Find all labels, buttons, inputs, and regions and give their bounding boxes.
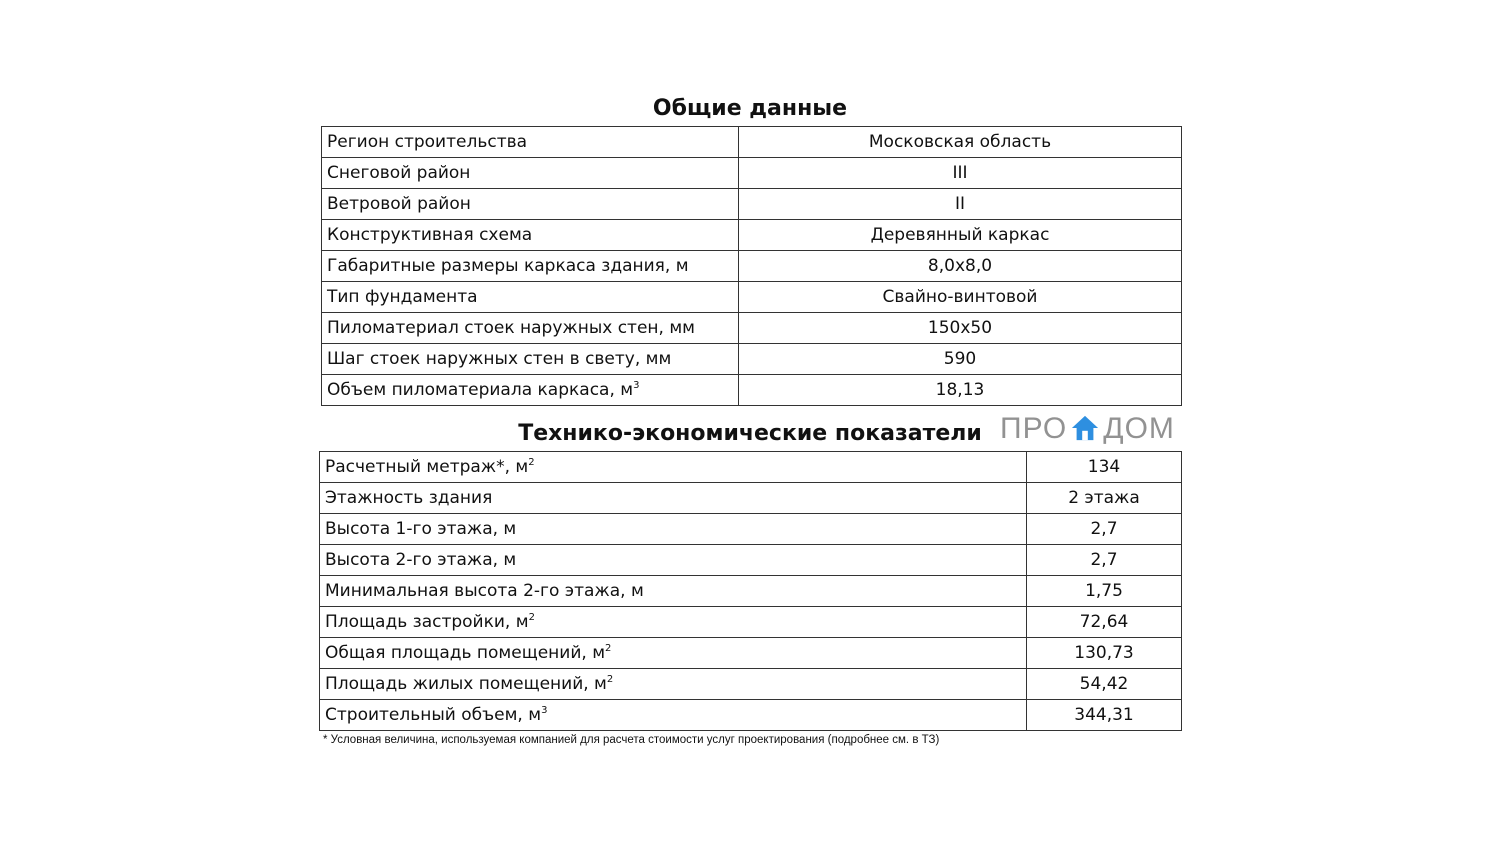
row-label-text: Габаритные размеры каркаса здания, м: [327, 256, 689, 276]
table-row: [322, 220, 1182, 251]
row-value: 344,31: [1027, 700, 1182, 731]
unit-exponent: 3: [541, 705, 548, 716]
unit-exponent: 2: [605, 643, 612, 654]
row-value: 2,7: [1027, 545, 1182, 576]
table-row: [320, 669, 1182, 700]
table-row: [322, 313, 1182, 344]
row-label-text: Высота 2-го этажа, м: [325, 550, 517, 570]
row-label-text: Ветровой район: [327, 194, 471, 214]
table-row: [320, 576, 1182, 607]
table-row: [320, 607, 1182, 638]
row-value: 72,64: [1027, 607, 1182, 638]
row-label: [320, 514, 1027, 545]
row-label: [320, 545, 1027, 576]
row-label-text: Общая площадь помещений, м: [325, 643, 606, 663]
row-label-text: Минимальная высота 2-го этажа, м: [325, 581, 644, 601]
indicators-title: Технико-экономические показатели: [518, 421, 982, 446]
table-row: [322, 251, 1182, 282]
table-row: [322, 158, 1182, 189]
row-value: Свайно-винтовой: [739, 282, 1182, 313]
table-row: [322, 344, 1182, 375]
row-label: [320, 576, 1027, 607]
row-label-text: Шаг стоек наружных стен в свету, мм: [327, 349, 672, 369]
row-value: 1,75: [1027, 576, 1182, 607]
row-value: 150x50: [739, 313, 1182, 344]
table-row: [322, 189, 1182, 220]
general-data-table: [321, 126, 1182, 406]
table-row: [320, 514, 1182, 545]
row-label: [322, 127, 739, 158]
table-row: [322, 282, 1182, 313]
general-data-title: Общие данные: [652, 96, 848, 121]
row-value: 590: [739, 344, 1182, 375]
row-label: [322, 282, 739, 313]
row-label-text: Снеговой район: [327, 163, 471, 183]
row-label-text: Строительный объем, м: [325, 705, 542, 725]
row-label: [320, 607, 1027, 638]
row-value: 2,7: [1027, 514, 1182, 545]
row-label-text: Площадь жилых помещений, м: [325, 674, 607, 694]
row-label-text: Тип фундамента: [327, 287, 478, 307]
row-label: [322, 375, 739, 406]
row-label-text: Этажность здания: [325, 488, 493, 508]
row-label-text: Объем пиломатериала каркаса, м: [327, 380, 634, 400]
table-row: [320, 700, 1182, 731]
row-value: 2 этажа: [1027, 483, 1182, 514]
row-value: III: [739, 158, 1182, 189]
row-label: [320, 483, 1027, 514]
row-label-text: Конструктивная схема: [327, 225, 533, 245]
row-label-text: Расчетный метраж*, м: [325, 457, 529, 477]
table-row: [320, 545, 1182, 576]
unit-exponent: 3: [633, 380, 640, 391]
table-row: [322, 375, 1182, 406]
unit-exponent: 2: [528, 457, 535, 468]
row-value: Московская область: [739, 127, 1182, 158]
table-row: [320, 452, 1182, 483]
row-label-text: Пиломатериал стоек наружных стен, мм: [327, 318, 695, 338]
row-label: [322, 158, 739, 189]
row-label: [322, 220, 739, 251]
row-label: [322, 251, 739, 282]
table-row: [320, 483, 1182, 514]
row-label-text: Площадь застройки, м: [325, 612, 529, 632]
row-label: [320, 638, 1027, 669]
row-value: 8,0x8,0: [739, 251, 1182, 282]
row-value: 18,13: [739, 375, 1182, 406]
watermark-text-left: ПРО: [1000, 412, 1068, 445]
row-value: II: [739, 189, 1182, 220]
row-value: 134: [1027, 452, 1182, 483]
table-row: [322, 127, 1182, 158]
row-label: [320, 452, 1027, 483]
row-value: 54,42: [1027, 669, 1182, 700]
indicators-table: [319, 451, 1182, 731]
unit-exponent: 2: [528, 612, 535, 623]
row-label-text: Высота 1-го этажа, м: [325, 519, 517, 539]
row-label: [322, 189, 739, 220]
row-label: [320, 700, 1027, 731]
row-label: [320, 669, 1027, 700]
row-value: Деревянный каркас: [739, 220, 1182, 251]
unit-exponent: 2: [606, 674, 614, 685]
row-value: 130,73: [1027, 638, 1182, 669]
watermark-text-right: ДОМ: [1103, 412, 1175, 445]
row-label: [322, 344, 739, 375]
table-row: [320, 638, 1182, 669]
row-label: [322, 313, 739, 344]
row-label-text: Регион строительства: [327, 132, 528, 152]
footnote: * Условная величина, используемая компанией для расчета стоимости услуг проектирования (подробнее см. в ТЗ): [323, 734, 940, 746]
